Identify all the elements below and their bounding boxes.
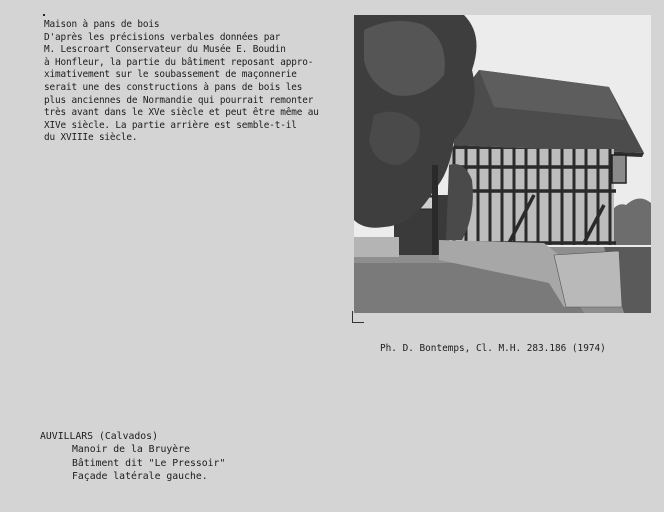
caption-location: AUVILLARS (Calvados) (40, 431, 158, 442)
description-note (44, 19, 344, 145)
note-line: XIVe siècle. La partie arrière est semble-t-il (44, 119, 297, 131)
note-line: M. Lescroart Conservateur du Musée E. Boudin (44, 44, 286, 56)
note-line: ximativement sur le soubassement de maçonnerie (44, 69, 297, 81)
caption-line: Manoir de la Bruyère (72, 444, 190, 456)
ink-dot (43, 14, 45, 16)
note-line: très avant dans le XVe siècle et peut être même au (44, 107, 319, 119)
note-line: du XVIIIe siècle. (44, 132, 138, 144)
photo-credit: Ph. D. Bontemps, Cl. M.H. 283.186 (1974) (380, 343, 606, 354)
note-line: serait une des constructions à pans de bois les (44, 81, 303, 93)
note-line: plus anciennes de Normandie qui pourrait remonter (44, 94, 314, 106)
building-photograph (354, 15, 651, 313)
note-line: Maison à pans de bois (44, 19, 160, 30)
crop-mark (352, 322, 364, 323)
photo-illustration (354, 15, 651, 313)
note-line: D'après les précisions verbales données par (44, 31, 281, 43)
caption-block (40, 430, 225, 484)
caption-line: Façade latérale gauche. (72, 471, 208, 483)
caption-line: Bâtiment dit "Le Pressoir" (72, 457, 226, 469)
note-line: à Honfleur, la partie du bâtiment reposant appro- (44, 56, 314, 68)
